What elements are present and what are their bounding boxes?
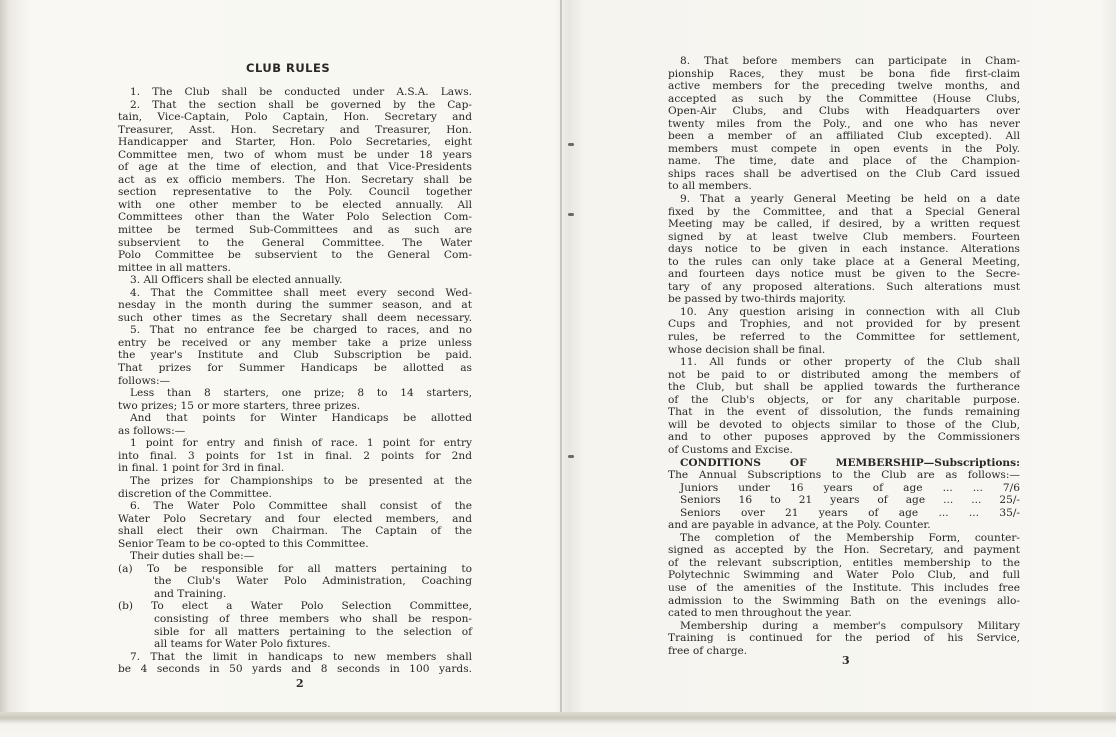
right-page-text (668, 55, 1020, 657)
text-line: signed as accepted by the Hon. Secretary, and payment (668, 544, 1020, 557)
text-line: nesday in the month during the summer season, and at (118, 299, 472, 312)
text-line: Senior Team to be co-opted to this Committee. (118, 537, 369, 550)
text-line: of the Club's objects, or for any charitable purpose. (668, 393, 1020, 406)
text-line: Less than 8 starters, one prize; 8 to 14 starters, (130, 387, 472, 400)
page-heading: CLUB RULES (246, 61, 331, 75)
text-line: in final. 1 point for 3rd in final. (118, 462, 285, 475)
page-number: 2 (296, 677, 304, 690)
text-line: such other times as the Secretary shall deem necessary. (118, 311, 472, 324)
text-line: Committee men, two of whom must be under 18 years (118, 148, 472, 161)
paper-edge (0, 712, 1116, 737)
text-line: pionship Races, they must be bona fide first-claim (668, 67, 1020, 80)
text-line: tain, Vice-Captain, Polo Captain, Hon. Secretary and (118, 111, 472, 124)
page-gutter (560, 0, 562, 737)
text-line: section representative to the Poly. Council together (118, 186, 472, 199)
text-line: Polytechnic Swimming and Water Polo Club, and full (668, 569, 1020, 582)
text-line: The prizes for Championships to be presented at the (130, 474, 472, 487)
text-line: entry be received or any member take a prize unless (118, 336, 472, 349)
text-line: 3. All Officers shall be elected annually. (130, 274, 343, 287)
text-line: signed by at least twelve Club members. Fourteen (668, 230, 1020, 243)
left-page-text (118, 86, 472, 676)
text-line: days notice to be given in each instance. Alterations (668, 243, 1020, 256)
text-line: of age at the time of election, and that Vice-Presidents (118, 161, 472, 174)
subscription-row: Seniors over 21 years of age ... ... 35/- (680, 506, 1020, 519)
text-line: be passed by two-thirds majority. (668, 293, 847, 306)
text-line: and fourteen days notice must be given to the Secre- (668, 268, 1020, 281)
text-line: Cups and Trophies, and not provided for by present (668, 318, 1020, 331)
text-line: be 4 seconds in 50 yards and 8 seconds in 100 yards. (118, 663, 472, 676)
text-line: sible for all matters pertaining to the selection of (154, 625, 472, 638)
binding-mark (568, 213, 574, 216)
text-line: 5. That no entrance fee be charged to races, and no (130, 324, 472, 337)
text-line: Membership during a member's compulsory Military (680, 619, 1020, 632)
text-line: not be paid to or distributed among the members of (668, 368, 1020, 381)
text-line: act as ex officio members. The Hon. Secretary shall be (118, 173, 472, 186)
text-line: Handicapper and Starter, Hon. Polo Secretaries, eight (118, 136, 472, 149)
text-line: into final. 3 points for 1st in final. 2 points for 2nd (118, 449, 472, 462)
page-number: 3 (842, 654, 850, 667)
text-line: whose decision shall be final. (668, 343, 826, 356)
text-line: consisting of three members who shall be respon- (154, 612, 472, 625)
text-line: shall elect their own Chairman. The Captain of the (118, 525, 472, 538)
text-line: 11. All funds or other property of the Club shall (680, 356, 1020, 369)
text-line: all teams for Water Polo fixtures. (154, 638, 331, 651)
text-line: 7. That the limit in handicaps to new members shall (130, 650, 472, 663)
text-line: Committees other than the Water Polo Selection Com- (118, 211, 472, 224)
binding-mark (568, 455, 574, 458)
text-line: And that points for Winter Handicaps be allotted (130, 412, 472, 425)
text-line: discretion of the Committee. (118, 487, 272, 500)
text-line: to all members. (668, 180, 752, 193)
text-line: with one other member to be elected annually. All (118, 198, 472, 211)
text-line: (a) To be responsible for all matters pertaining to (118, 562, 472, 575)
text-line: of the relevant subscription, entitles membership to the (668, 556, 1020, 569)
text-line: Meeting may be called, if desired, by a written request (668, 218, 1020, 231)
text-line: 4. That the Committee shall meet every second Wed- (130, 286, 472, 299)
text-line: accepted as such by the Committee (House Clubs, (668, 92, 1020, 105)
binding-mark (568, 143, 574, 146)
text-line: of Customs and Excise. (668, 443, 793, 456)
text-line: two prizes; 15 or more starters, three prizes. (118, 399, 361, 412)
text-line: (b) To elect a Water Polo Selection Committee, (118, 600, 472, 613)
text-line: Training is continued for the period of his Service, (668, 632, 1020, 645)
text-line: rules, be referred to the Committee for settlement, (668, 331, 1020, 344)
text-line: will be devoted to objects similar to those of the Club, (668, 418, 1020, 431)
text-line: active members for the preceding twelve months, and (668, 80, 1020, 93)
text-line: the year's Institute and Club Subscription be paid. (118, 349, 472, 362)
text-line: use of the amenities of the Institute. This includes free (668, 581, 1020, 594)
text-line: name. The time, date and place of the Champion- (668, 155, 1020, 168)
text-line: Water Polo Secretary and four elected members, and (118, 512, 472, 525)
text-line: admission to the Swimming Bath on the evenings allo- (668, 594, 1020, 607)
text-line: 8. That before members can participate in Cham- (680, 55, 1020, 67)
text-line: the Club, but shall be applied towards the furtherance (668, 381, 1020, 394)
subscription-row: Juniors under 16 years of age ... ... 7/6 (680, 481, 1020, 494)
text-line: Open-Air Clubs, and Clubs with Headquarters over (668, 105, 1020, 118)
text-line: cated to men throughout the year. (668, 607, 852, 620)
text-line: ships races shall be advertised on the Club Card issued (668, 167, 1020, 180)
text-line: been a member of an affiliated Club excepted). All (668, 130, 1020, 143)
text-line: mittee be termed Sub-Committees and as such are (118, 224, 472, 237)
text-line: mittee in all matters. (118, 261, 231, 274)
text-line: 1 point for entry and finish of race. 1 point for entry (130, 437, 472, 450)
text-line: to the rules can only take place at a General Meeting, (668, 255, 1020, 268)
text-line: tary of any proposed alterations. Such alterations must (668, 280, 1020, 293)
text-line: twenty miles from the Poly., and one who has never (668, 117, 1020, 130)
text-line: as follows:— (118, 424, 186, 437)
text-line: subservient to the General Committee. The Water (118, 236, 472, 249)
text-line: 10. Any question arising in connection with all Club (680, 305, 1020, 318)
text-line: Their duties shall be:— (130, 550, 255, 563)
text-line: and Training. (154, 587, 227, 600)
text-line: The Annual Subscriptions to the Club are as follows:— (668, 469, 1020, 482)
text-line: That in the event of dissolution, the funds remaining (668, 406, 1020, 419)
subscription-row: Seniors 16 to 21 years of age ... ... 25/- (680, 494, 1020, 507)
text-line: Treasurer, Asst. Hon. Secretary and Treasurer, Hon. (118, 123, 472, 136)
text-line: 2. That the section shall be governed by the Cap- (130, 98, 472, 111)
text-line: the Club's Water Polo Administration, Coaching (154, 575, 472, 588)
text-line: The completion of the Membership Form, counter- (680, 531, 1020, 544)
text-line: 1. The Club shall be conducted under A.S.A. Laws. (130, 86, 472, 98)
text-line: and are payable in advance, at the Poly. Counter. (668, 519, 931, 532)
text-line: Polo Committee be subservient to the General Com- (118, 249, 472, 262)
text-line: free of charge. (668, 644, 748, 657)
text-line: 6. The Water Polo Committee shall consist of the (130, 500, 472, 513)
text-line: That prizes for Summer Handicaps be allotted as (118, 362, 472, 375)
section-heading: CONDITIONS OF MEMBERSHIP—Subscriptions: (680, 456, 1020, 469)
text-line: follows:— (118, 374, 171, 387)
text-line: 9. That a yearly General Meeting be held on a date (680, 193, 1020, 206)
text-line: members must compete in open events in the Poly. (668, 142, 1020, 155)
text-line: fixed by the Committee, and that a Special General (668, 205, 1020, 218)
text-line: and to other puposes approved by the Commissioners (668, 431, 1020, 444)
